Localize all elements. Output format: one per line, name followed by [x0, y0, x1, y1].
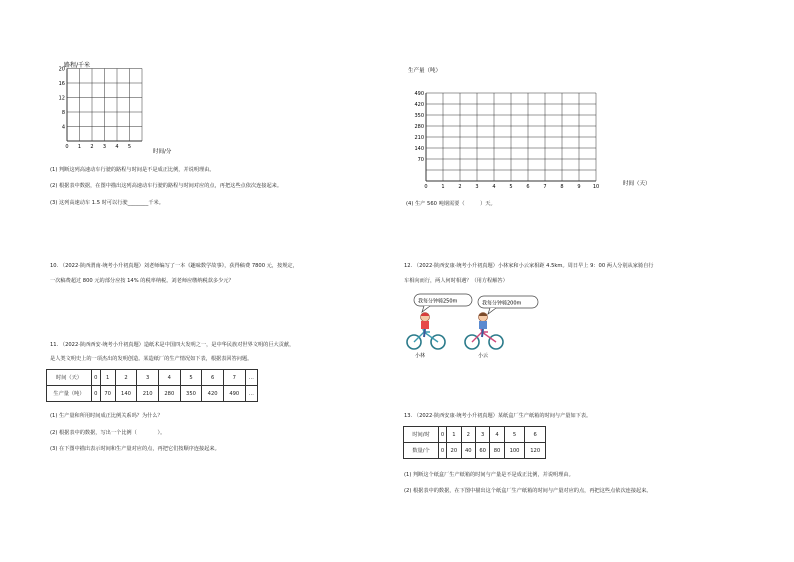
table-cell: 350	[180, 386, 202, 402]
cyclist-xiaolin-icon	[407, 313, 445, 350]
graph2-question: (4) 生产 560 吨钢需要（ ）天。	[406, 201, 496, 207]
x-tick-label: 4	[115, 144, 119, 150]
x-tick-label: 0	[65, 144, 69, 150]
table-cell: 100	[504, 443, 525, 459]
table-cell: 4	[490, 427, 504, 443]
y-tick-label: 280	[414, 123, 424, 130]
table-row	[404, 427, 546, 443]
table-cell: 1	[447, 427, 461, 443]
x-tick-label: 4	[492, 184, 496, 190]
y-tick-label: 20	[58, 66, 65, 73]
cyclist-name-2: 小云	[478, 353, 489, 359]
cyclists-illustration	[400, 290, 560, 360]
table-cell: 0	[92, 370, 101, 386]
x-tick-label: 2	[458, 184, 462, 190]
x-tick-label: 1	[77, 144, 82, 150]
distance-time-grid	[50, 55, 180, 165]
x-tick-label: 5	[509, 184, 513, 190]
table-cell: 4	[158, 370, 180, 386]
table-row	[47, 386, 258, 402]
q11-part1: (1) 生产量和所用时间成正比例关系吗？为什么？	[50, 413, 163, 419]
y-tick-label: 70	[417, 156, 424, 163]
q11-part3: (3) 在下图中描出表示时间和生产量对应的点，再把它们按顺序连接起来。	[50, 446, 220, 452]
x-tick-label: 7	[543, 184, 547, 190]
x-tick-label: 8	[560, 184, 564, 190]
q9-part1: (1) 判断这列高速动车行驶的路程与时间是不是成正比例，并说明理由。	[50, 167, 215, 173]
cyclist-name-1: 小林	[415, 353, 426, 359]
table-cell: 6	[202, 370, 224, 386]
table-cell: 210	[137, 386, 159, 402]
table-cell: 6	[525, 427, 546, 443]
q9-part2: (2) 根据表中数据，在图中描出这列高速动车行驶的路程与时间对应的点，再把这些点依次连接起来。	[50, 183, 283, 189]
graph1-x-label: 时间/分	[153, 149, 172, 155]
table-row	[404, 443, 546, 459]
table-cell: 1	[100, 370, 115, 386]
q13-line1: 13. （2022·陕西安康·统考小升初真题）某纸盒厂生产纸箱的时间与产量如下表。	[404, 413, 592, 419]
x-tick-label: 3	[475, 184, 479, 190]
cyclist-xiaoyun-icon	[465, 313, 503, 350]
x-tick-label: 10	[592, 184, 600, 190]
graph2-x-label: 时间（天）	[623, 181, 651, 187]
svg-text:我每分钟骑200m: 我每分钟骑200m	[482, 300, 522, 307]
y-tick-label: 140	[414, 145, 424, 152]
table-cell: 0	[92, 386, 101, 402]
table-cell: …	[245, 370, 257, 386]
table-cell: 20	[447, 443, 461, 459]
table-cell: 7	[223, 370, 245, 386]
x-tick-label: 6	[526, 184, 530, 190]
table-cell: …	[245, 386, 257, 402]
table-cell: 2	[115, 370, 137, 386]
y-tick-label: 420	[414, 101, 424, 108]
table-cell: 5	[180, 370, 202, 386]
q12-line2: 车相向而行，两人何时相遇？（用方程解答）	[404, 278, 508, 284]
svg-text:我每分钟骑250m: 我每分钟骑250m	[418, 298, 458, 305]
table-cell: 时间/时	[404, 427, 439, 443]
graph2-y-label: 生产量（吨）	[408, 68, 442, 74]
q13-part2: (2) 根据表中的数据，在下图中描出这个纸盒厂生产纸箱的时间与产量对应的点，再把这些点依次连接起来。	[404, 488, 652, 494]
q11-line1: 11. （2022·陕西西安·统考小升初真题）造纸术是中国四大发明之一，是中华民族对世界文明的巨大贡献，	[50, 342, 295, 348]
y-tick-label: 16	[58, 80, 65, 87]
y-tick-label: 210	[414, 134, 424, 141]
production-time-grid	[398, 60, 688, 195]
y-tick-label: 4	[61, 124, 65, 131]
table-cell: 0	[439, 427, 447, 443]
graph1-y-label: 路程/千米	[64, 62, 91, 69]
table-cell: 数量/个	[404, 443, 439, 459]
x-tick-label: 2	[90, 144, 94, 150]
q13-part1: (1) 判断这个纸盒厂生产纸箱的时间与产量是不是成正比例，并说明理由。	[404, 472, 574, 478]
speech-bubble-xiaoyun	[478, 296, 538, 314]
q10-line1: 10. （2022·陕西渭南·统考小升初真题）刘老师编写了一本《趣味数学故事》，获得稿费 7800 元，按规定，	[50, 263, 298, 269]
table-cell: 80	[490, 443, 504, 459]
table-cell: 60	[475, 443, 489, 459]
table-cell: 140	[115, 386, 137, 402]
table-cell: 70	[100, 386, 115, 402]
table-cell: 120	[525, 443, 546, 459]
q11-table	[46, 369, 258, 402]
table-cell: 280	[158, 386, 180, 402]
table-row	[47, 370, 258, 386]
q11-line2: 是人类文明史上的一项杰出的发明创造。某造纸厂的生产情况如下表，根据表回答问题。	[50, 356, 253, 362]
speech-bubble-xiaolin	[414, 294, 472, 312]
q9-part3: (3) 这列高速动车 1.5 时可以行驶________千米。	[50, 200, 164, 206]
q12-line1: 12. （2022·陕西安康·统考小升初真题）小林家和小云家相距 4.5km。周日早上 9：00 两人分别从家骑自行	[404, 263, 654, 269]
table-cell: 生产量（吨）	[47, 386, 92, 402]
x-tick-label: 1	[441, 184, 445, 190]
y-tick-label: 350	[414, 112, 424, 119]
q10-line2: 一次稿费超过 800 元的部分应按 14% 的税率纳税。刘老师应缴纳税款多少元？	[50, 278, 234, 284]
y-tick-label: 8	[61, 109, 65, 116]
table-cell: 0	[439, 443, 447, 459]
table-cell: 40	[461, 443, 475, 459]
y-tick-label: 12	[58, 95, 65, 102]
table-cell: 490	[223, 386, 245, 402]
table-cell: 420	[202, 386, 224, 402]
q13-table	[403, 426, 546, 459]
table-cell: 5	[504, 427, 525, 443]
table-cell: 2	[461, 427, 475, 443]
table-cell: 3	[137, 370, 159, 386]
table-cell: 3	[475, 427, 489, 443]
y-tick-label: 490	[414, 90, 424, 97]
table-cell: 时间（天）	[47, 370, 92, 386]
q11-part2: (2) 根据表中的数据，写出一个比例（ ）。	[50, 430, 166, 436]
x-tick-label: 5	[127, 144, 132, 150]
x-tick-label: 3	[102, 144, 107, 150]
x-tick-label: 0	[424, 184, 428, 190]
x-tick-label: 9	[577, 184, 581, 190]
